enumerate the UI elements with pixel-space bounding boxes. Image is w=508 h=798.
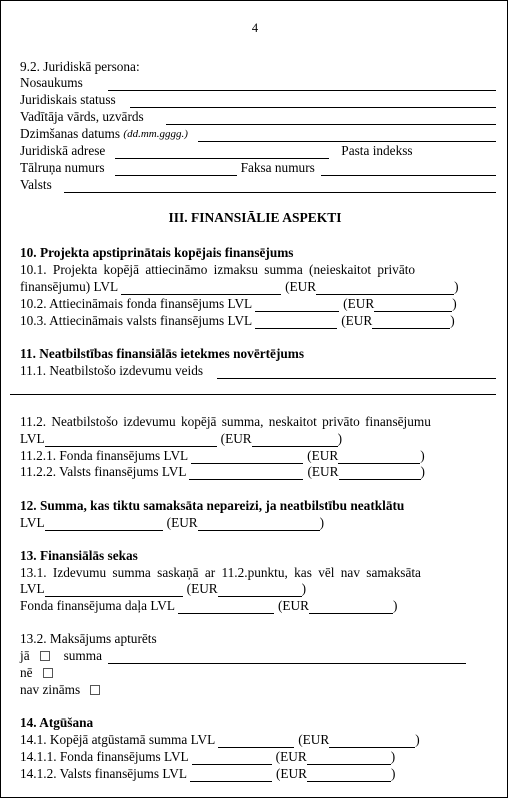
s13-yes-row: jā summa (20, 648, 496, 664)
s13-item2: 13.2. Maksājums apturēts (20, 631, 157, 646)
s11-fund-eur-line[interactable] (338, 451, 420, 464)
s10-state-eur-line[interactable] (372, 316, 450, 329)
section-title: III. FINANSIĀLIE ASPEKTI (168, 210, 342, 225)
s11-item21: 11.2.1. Fonda finansējums LVL (EUR ) (20, 448, 425, 463)
s13-item1-line2: LVL (EUR ) (20, 581, 307, 596)
s13-unknown-row: nav zināms (20, 682, 496, 698)
s10-total-lvl-line[interactable] (121, 282, 281, 295)
s11-expense-type-line[interactable] (217, 366, 496, 379)
legal-status-input-line[interactable] (130, 95, 496, 108)
s14-total-eur-line[interactable] (329, 735, 415, 748)
s10-item1-line2: finansējumu) LVL (EUR ) (20, 279, 459, 294)
country-input-line[interactable] (64, 180, 496, 193)
s13-fund-share: Fonda finansējuma daļa LVL (EUR ) (20, 598, 398, 613)
s11-total-lvl-line[interactable] (45, 434, 217, 447)
name-input-line[interactable] (108, 78, 496, 91)
unknown-checkbox[interactable] (90, 685, 100, 695)
page-number: 4 (251, 21, 259, 35)
yes-checkbox[interactable] (40, 651, 50, 661)
s14-item11: 14.1.1. Fonda finansējums LVL (EUR ) (20, 749, 396, 764)
s11-item2-line2: LVL (EUR ) (20, 431, 343, 446)
s13-item1-line1: 13.1. Izdevumu summa saskaņā ar 11.2.punktu, kas vēl nav samaksāta (20, 565, 421, 580)
s12-lvl-line[interactable] (45, 518, 163, 531)
s13-fund-lvl-line[interactable] (178, 601, 274, 614)
s10-item1-line1: 10.1. Projekta kopējā attiecināmo izmaksu summa (neieskaitot privāto (20, 262, 416, 277)
field-manager-name: Vadītāja vārds, uzvārds (20, 109, 496, 125)
s12-eur-line[interactable] (198, 518, 320, 531)
s12-amount: LVL (EUR ) (20, 515, 325, 530)
s14-fund-eur-line[interactable] (307, 752, 391, 765)
s10-fund-eur-line[interactable] (374, 299, 452, 312)
s13-heading: 13. Finansiālās sekas (20, 548, 138, 563)
s14-item1: 14.1. Kopējā atgūstamā summa LVL (EUR ) (20, 732, 420, 747)
s10-total-eur-line[interactable] (316, 282, 454, 295)
field-name: Nosaukums (20, 75, 496, 91)
field-legal-address: Juridiskā adrese Pasta indekss (20, 143, 413, 158)
s14-fund-lvl-line[interactable] (192, 752, 272, 765)
s11-item2-line1: 11.2. Neatbilstošo izdevumu kopējā summa, neskaitot privāto finansējumu (20, 414, 431, 429)
phone-input-line[interactable] (115, 163, 237, 176)
s14-heading: 14. Atgūšana (20, 715, 94, 730)
s13-no-row: nē (20, 665, 496, 681)
no-checkbox[interactable] (43, 668, 53, 678)
s13-amount-line[interactable] (108, 651, 466, 664)
s10-item3: 10.3. Attiecināmais valsts finansējums LVL (EUR ) (20, 313, 455, 328)
s11-expense-type-line-2[interactable] (10, 394, 496, 395)
s11-total-eur-line[interactable] (252, 434, 338, 447)
birth-date-input-line[interactable] (198, 129, 496, 142)
s11-fund-lvl-line[interactable] (191, 451, 303, 464)
s12-heading: 12. Summa, kas tiktu samaksāta nepareizi, ja neatbilstību neatklātu (20, 498, 405, 513)
legal-person-title: 9.2. Juridiskā persona: (20, 59, 140, 74)
s10-fund-lvl-line[interactable] (255, 299, 339, 312)
s13-unpaid-eur-line[interactable] (218, 584, 302, 597)
s11-item22: 11.2.2. Valsts finansējums LVL (EUR ) (20, 464, 425, 479)
s14-state-lvl-line[interactable] (190, 769, 272, 782)
s10-item2: 10.2. Attiecināmais fonda finansējums LVL (EUR ) (20, 296, 457, 311)
manager-name-input-line[interactable] (166, 112, 496, 125)
fax-input-line[interactable] (321, 163, 496, 176)
s13-unpaid-lvl-line[interactable] (45, 584, 183, 597)
s14-item12: 14.1.2. Valsts finansējums LVL (EUR ) (20, 766, 396, 781)
s10-heading: 10. Projekta apstiprinātais kopējais finansējums (20, 245, 294, 260)
s10-state-lvl-line[interactable] (255, 316, 337, 329)
s11-item1: 11.1. Neatbilstošo izdevumu veids (20, 363, 496, 379)
s14-total-lvl-line[interactable] (218, 735, 294, 748)
field-birth-date: Dzimšanas datums (dd.mm.gggg.) (20, 126, 496, 142)
field-phone-fax: Tālruņa numurs Faksa numurs (20, 160, 496, 176)
legal-address-input-line[interactable] (115, 146, 329, 159)
s13-fund-eur-line[interactable] (309, 601, 393, 614)
field-legal-status: Juridiskais statuss (20, 92, 496, 108)
s11-heading: 11. Neatbilstības finansiālās ietekmes novērtējums (20, 346, 305, 361)
s14-state-eur-line[interactable] (307, 769, 391, 782)
field-country: Valsts (20, 177, 496, 193)
s11-state-lvl-line[interactable] (189, 467, 303, 480)
s11-state-eur-line[interactable] (339, 467, 421, 480)
